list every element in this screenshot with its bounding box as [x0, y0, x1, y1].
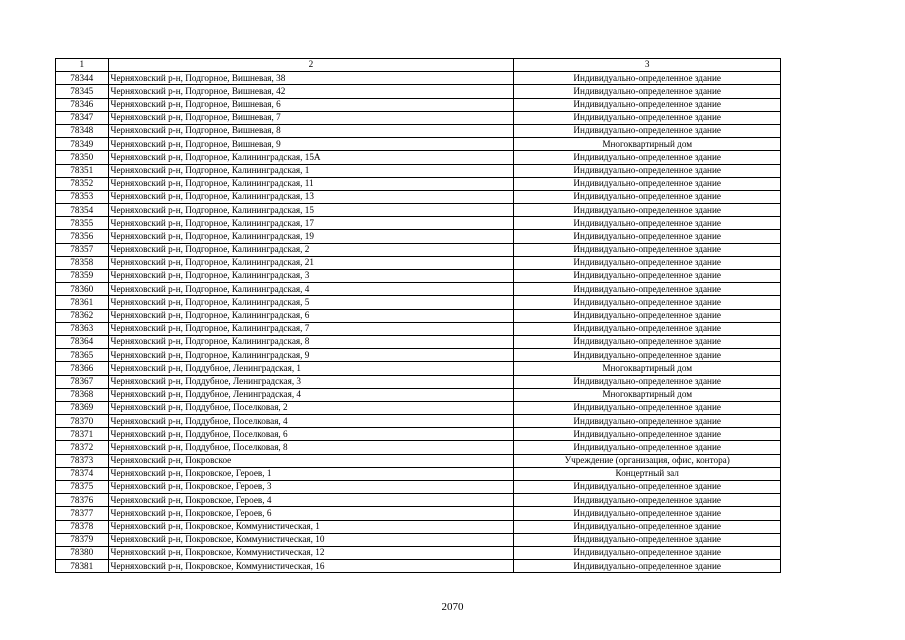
table-row	[56, 428, 781, 441]
record-number: 78377	[56, 507, 109, 520]
table-row	[56, 441, 781, 454]
record-number: 78376	[56, 494, 109, 507]
address: Черняховский р-н, Подгорное, Калининградская, 19	[108, 230, 514, 243]
record-number: 78344	[56, 72, 109, 85]
object-type: Многоквартирный дом	[514, 362, 781, 375]
address: Черняховский р-н, Подгорное, Вишневая, 9	[108, 138, 514, 151]
address: Черняховский р-н, Покровское, Коммунистическая, 1	[108, 520, 514, 533]
table-row	[56, 560, 781, 573]
address: Черняховский р-н, Поддубное, Ленинградская, 3	[108, 375, 514, 388]
object-type: Индивидуально-определенное здание	[514, 309, 781, 322]
table-row	[56, 467, 781, 480]
table-row	[56, 98, 781, 111]
record-number: 78352	[56, 177, 109, 190]
object-type: Индивидуально-определенное здание	[514, 428, 781, 441]
object-type: Индивидуально-определенное здание	[514, 204, 781, 217]
address: Черняховский р-н, Поддубное, Ленинградская, 1	[108, 362, 514, 375]
record-number: 78360	[56, 283, 109, 296]
address: Черняховский р-н, Подгорное, Калининградская, 3	[108, 270, 514, 283]
record-number: 78358	[56, 256, 109, 269]
table-row	[56, 533, 781, 546]
table-row	[56, 415, 781, 428]
table-row	[56, 322, 781, 335]
table-row	[56, 217, 781, 230]
address: Черняховский р-н, Покровское, Героев, 1	[108, 467, 514, 480]
address: Черняховский р-н, Поддубное, Поселковая, 4	[108, 415, 514, 428]
table-row	[56, 111, 781, 124]
registry-table	[55, 58, 781, 573]
record-number: 78353	[56, 190, 109, 203]
object-type: Индивидуально-определенное здание	[514, 533, 781, 546]
table-row	[56, 507, 781, 520]
address: Черняховский р-н, Покровское, Героев, 3	[108, 481, 514, 494]
address: Черняховский р-н, Подгорное, Калининградская, 11	[108, 177, 514, 190]
address: Черняховский р-н, Подгорное, Калининградская, 6	[108, 309, 514, 322]
address: Черняховский р-н, Покровское	[108, 454, 514, 467]
object-type: Индивидуально-определенное здание	[514, 111, 781, 124]
object-type: Многоквартирный дом	[514, 138, 781, 151]
object-type: Индивидуально-определенное здание	[514, 283, 781, 296]
table-row	[56, 164, 781, 177]
object-type: Индивидуально-определенное здание	[514, 546, 781, 559]
table-body	[56, 72, 781, 573]
record-number: 78346	[56, 98, 109, 111]
table-header	[56, 59, 781, 72]
object-type: Индивидуально-определенное здание	[514, 190, 781, 203]
address: Черняховский р-н, Подгорное, Вишневая, 42	[108, 85, 514, 98]
object-type: Индивидуально-определенное здание	[514, 296, 781, 309]
record-number: 78345	[56, 85, 109, 98]
address: Черняховский р-н, Подгорное, Калининградская, 2	[108, 243, 514, 256]
address: Черняховский р-н, Подгорное, Калининградская, 5	[108, 296, 514, 309]
record-number: 78361	[56, 296, 109, 309]
table-row	[56, 72, 781, 85]
address: Черняховский р-н, Подгорное, Вишневая, 8	[108, 124, 514, 137]
table-row	[56, 296, 781, 309]
table-row	[56, 309, 781, 322]
table-row	[56, 375, 781, 388]
object-type: Индивидуально-определенное здание	[514, 164, 781, 177]
header-col-1: 1	[56, 59, 109, 72]
record-number: 78368	[56, 388, 109, 401]
record-number: 78369	[56, 401, 109, 414]
object-type: Индивидуально-определенное здание	[514, 401, 781, 414]
address: Черняховский р-н, Подгорное, Вишневая, 6	[108, 98, 514, 111]
object-type: Индивидуально-определенное здание	[514, 98, 781, 111]
record-number: 78348	[56, 124, 109, 137]
table-row	[56, 270, 781, 283]
object-type: Концертный зал	[514, 467, 781, 480]
object-type: Индивидуально-определенное здание	[514, 322, 781, 335]
object-type: Индивидуально-определенное здание	[514, 481, 781, 494]
table-row	[56, 177, 781, 190]
address: Черняховский р-н, Поддубное, Поселковая, 6	[108, 428, 514, 441]
record-number: 78381	[56, 560, 109, 573]
record-number: 78359	[56, 270, 109, 283]
record-number: 78378	[56, 520, 109, 533]
address: Черняховский р-н, Подгорное, Вишневая, 38	[108, 72, 514, 85]
object-type: Индивидуально-определенное здание	[514, 349, 781, 362]
address: Черняховский р-н, Подгорное, Калининградская, 1	[108, 164, 514, 177]
record-number: 78375	[56, 481, 109, 494]
object-type: Индивидуально-определенное здание	[514, 507, 781, 520]
address: Черняховский р-н, Подгорное, Калининградская, 7	[108, 322, 514, 335]
address: Черняховский р-н, Покровское, Коммунистическая, 12	[108, 546, 514, 559]
address: Черняховский р-н, Подгорное, Калининградская, 21	[108, 256, 514, 269]
address: Черняховский р-н, Подгорное, Вишневая, 7	[108, 111, 514, 124]
record-number: 78347	[56, 111, 109, 124]
address: Черняховский р-н, Покровское, Коммунистическая, 10	[108, 533, 514, 546]
header-col-2: 2	[108, 59, 514, 72]
object-type: Индивидуально-определенное здание	[514, 256, 781, 269]
address: Черняховский р-н, Подгорное, Калининградская, 15А	[108, 151, 514, 164]
header-col-3: 3	[514, 59, 781, 72]
table-row	[56, 494, 781, 507]
table-row	[56, 243, 781, 256]
object-type: Индивидуально-определенное здание	[514, 243, 781, 256]
record-number: 78364	[56, 335, 109, 348]
table-row	[56, 454, 781, 467]
record-number: 78363	[56, 322, 109, 335]
object-type: Индивидуально-определенное здание	[514, 177, 781, 190]
record-number: 78372	[56, 441, 109, 454]
table-row	[56, 362, 781, 375]
object-type: Индивидуально-определенное здание	[514, 72, 781, 85]
table-row	[56, 151, 781, 164]
address: Черняховский р-н, Подгорное, Калининградская, 9	[108, 349, 514, 362]
record-number: 78354	[56, 204, 109, 217]
object-type: Индивидуально-определенное здание	[514, 335, 781, 348]
table-row	[56, 283, 781, 296]
table-row	[56, 401, 781, 414]
table-row	[56, 335, 781, 348]
record-number: 78350	[56, 151, 109, 164]
object-type: Индивидуально-определенное здание	[514, 270, 781, 283]
record-number: 78355	[56, 217, 109, 230]
table-row	[56, 138, 781, 151]
record-number: 78349	[56, 138, 109, 151]
address: Черняховский р-н, Покровское, Коммунистическая, 16	[108, 560, 514, 573]
table-row	[56, 85, 781, 98]
record-number: 78374	[56, 467, 109, 480]
object-type: Многоквартирный дом	[514, 388, 781, 401]
object-type: Индивидуально-определенное здание	[514, 217, 781, 230]
table-row	[56, 481, 781, 494]
address: Черняховский р-н, Покровское, Героев, 4	[108, 494, 514, 507]
object-type: Индивидуально-определенное здание	[514, 441, 781, 454]
record-number: 78362	[56, 309, 109, 322]
record-number: 78351	[56, 164, 109, 177]
record-number: 78379	[56, 533, 109, 546]
record-number: 78357	[56, 243, 109, 256]
table-row	[56, 124, 781, 137]
record-number: 78380	[56, 546, 109, 559]
object-type: Учреждение (организация, офис, контора)	[514, 454, 781, 467]
address: Черняховский р-н, Подгорное, Калининградская, 13	[108, 190, 514, 203]
table-row	[56, 388, 781, 401]
object-type: Индивидуально-определенное здание	[514, 375, 781, 388]
address: Черняховский р-н, Подгорное, Калининградская, 15	[108, 204, 514, 217]
address: Черняховский р-н, Подгорное, Калининградская, 4	[108, 283, 514, 296]
table-row	[56, 256, 781, 269]
object-type: Индивидуально-определенное здание	[514, 85, 781, 98]
object-type: Индивидуально-определенное здание	[514, 124, 781, 137]
address: Черняховский р-н, Поддубное, Поселковая, 2	[108, 401, 514, 414]
record-number: 78356	[56, 230, 109, 243]
object-type: Индивидуально-определенное здание	[514, 230, 781, 243]
object-type: Индивидуально-определенное здание	[514, 494, 781, 507]
table-row	[56, 520, 781, 533]
table-row	[56, 546, 781, 559]
address: Черняховский р-н, Подгорное, Калининградская, 8	[108, 335, 514, 348]
record-number: 78366	[56, 362, 109, 375]
object-type: Индивидуально-определенное здание	[514, 520, 781, 533]
header-row	[56, 59, 781, 72]
address: Черняховский р-н, Поддубное, Поселковая, 8	[108, 441, 514, 454]
object-type: Индивидуально-определенное здание	[514, 560, 781, 573]
record-number: 78371	[56, 428, 109, 441]
object-type: Индивидуально-определенное здание	[514, 151, 781, 164]
table-row	[56, 349, 781, 362]
address: Черняховский р-н, Покровское, Героев, 6	[108, 507, 514, 520]
table-row	[56, 204, 781, 217]
record-number: 78367	[56, 375, 109, 388]
record-number: 78370	[56, 415, 109, 428]
address: Черняховский р-н, Поддубное, Ленинградская, 4	[108, 388, 514, 401]
object-type: Индивидуально-определенное здание	[514, 415, 781, 428]
record-number: 78373	[56, 454, 109, 467]
page-number: 2070	[441, 601, 464, 613]
record-number: 78365	[56, 349, 109, 362]
table-row	[56, 190, 781, 203]
table-row	[56, 230, 781, 243]
address: Черняховский р-н, Подгорное, Калининградская, 17	[108, 217, 514, 230]
